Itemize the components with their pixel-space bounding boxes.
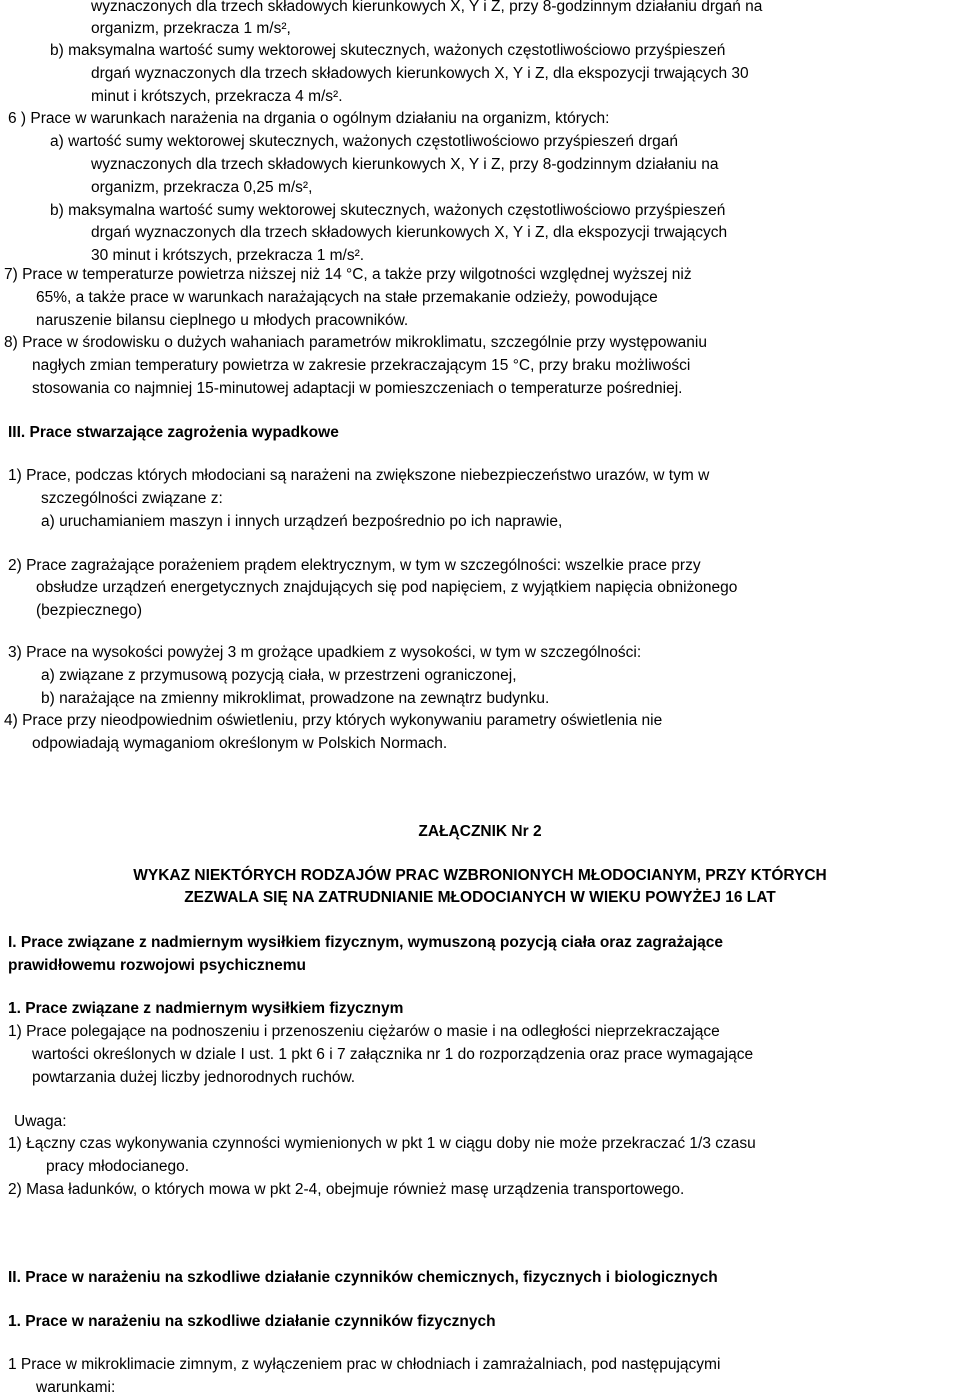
list-item-3: 3) Prace na wysokości powyżej 3 m grożące upadkiem z wysokości, w tym w szczególności: xyxy=(8,644,642,661)
text-line: naruszenie bilansu cieplnego u młodych pracowników. xyxy=(36,312,409,329)
annex-title: ZAŁĄCZNIK Nr 2 xyxy=(418,823,542,840)
list-item-6: 6 ) Prace w warunkach narażenia na drgania o ogólnym działaniu na organizm, których: xyxy=(8,110,610,127)
text-line: organizm, przekracza 0,25 m/s², xyxy=(91,179,313,196)
text-line: stosowania co najmniej 15-minutowej adaptacji w pomieszczeniach o temperaturze pośredniej. xyxy=(32,380,683,397)
note-label: Uwaga: xyxy=(14,1113,67,1130)
section-heading-ii: II. Prace w narażeniu na szkodliwe działanie czynników chemicznych, fizycznych i biologicznych xyxy=(8,1269,718,1286)
list-item-1: 1) Prace, podczas których młodociani są narażeni na zwiększone niebezpieczeństwo urazów, w tym w xyxy=(8,467,710,484)
text-line: wyznaczonych dla trzech składowych kierunkowych X, Y i Z, przy 8-godzinnym działaniu drgań na xyxy=(91,0,763,15)
text-line: szczególności związane z: xyxy=(41,490,223,507)
text-line: drgań wyznaczonych dla trzech składowych kierunkowych X, Y i Z, dla ekspozycji trwających 30 xyxy=(91,65,749,82)
list-item-4: 4) Prace przy nieodpowiednim oświetleniu, przy których wykonywaniu parametry oświetlenia nie xyxy=(4,712,663,729)
text-line: wartości określonych w dziale I ust. 1 pkt 6 i 7 załącznika nr 1 do rozporządzenia oraz prace wymagające xyxy=(32,1046,754,1063)
annex-heading: WYKAZ NIEKTÓRYCH RODZAJÓW PRAC WZBRONIONYCH MŁODOCIANYM, PRZY KTÓRYCH xyxy=(133,867,827,884)
text-line: (bezpiecznego) xyxy=(36,602,142,619)
list-item-b: b) maksymalna wartość sumy wektorowej skutecznych, ważonych częstotliwościowo przyśpieszeń xyxy=(50,42,726,59)
list-item-a: a) wartość sumy wektorowej skutecznych, ważonych częstotliwościowo przyśpieszeń drgań xyxy=(50,133,678,150)
list-item-7: 7) Prace w temperaturze powietrza niższej niż 14 °C, a także przy wilgotności względnej wyższej niż xyxy=(4,266,692,283)
text-line: 30 minut i krótszych, przekracza 1 m/s². xyxy=(91,247,365,264)
text-line: warunkami: xyxy=(36,1379,116,1396)
text-line: drgań wyznaczonych dla trzech składowych kierunkowych X, Y i Z, dla ekspozycji trwających xyxy=(91,224,728,241)
text-line: pracy młodocianego. xyxy=(46,1158,190,1175)
text-line: minut i krótszych, przekracza 4 m/s². xyxy=(91,88,343,105)
list-item-2: 2) Prace zagrażające porażeniem prądem elektrycznym, w tym w szczególności: wszelkie prace przy xyxy=(8,557,701,574)
annex-heading: ZEZWALA SIĘ NA ZATRUDNIANIE MŁODOCIANYCH W WIEKU POWYŻEJ 16 LAT xyxy=(184,889,776,906)
list-item-2: 2) Masa ładunków, o których mowa w pkt 2-4, obejmuje również masę urządzenia transportowego. xyxy=(8,1181,685,1198)
text-line: organizm, przekracza 1 m/s², xyxy=(91,20,291,37)
text-line: wyznaczonych dla trzech składowych kierunkowych X, Y i Z, przy 8-godzinnym działaniu na xyxy=(91,156,719,173)
list-item-a: a) uruchamianiem maszyn i innych urządzeń bezpośrednio po ich naprawie, xyxy=(41,513,563,530)
text-line: odpowiadają wymaganiom określonym w Polskich Normach. xyxy=(32,735,448,752)
list-item-a: a) związane z przymusową pozycją ciała, w przestrzeni ograniczonej, xyxy=(41,667,517,684)
text-line: powtarzania dużej liczby jednorodnych ruchów. xyxy=(32,1069,356,1086)
text-line: obsłudze urządzeń energetycznych znajdujących się pod napięciem, z wyjątkiem napięcia obniżonego xyxy=(36,579,738,596)
list-item-1: 1) Prace polegające na podnoszeniu i przenoszeniu ciężarów o masie i na odległości nieprzekraczające xyxy=(8,1023,720,1040)
list-item-8: 8) Prace w środowisku o dużych wahaniach parametrów mikroklimatu, szczególnie przy występowaniu xyxy=(4,334,707,351)
section-heading-iii: III. Prace stwarzające zagrożenia wypadkowe xyxy=(8,424,339,441)
section-heading-i: I. Prace związane z nadmiernym wysiłkiem fizycznym, wymuszoną pozycją ciała oraz zagrażające xyxy=(8,934,724,951)
subsection-heading: 1. Prace związane z nadmiernym wysiłkiem fizycznym xyxy=(8,1000,404,1017)
section-heading-i: prawidłowemu rozwojowi psychicznemu xyxy=(8,957,306,974)
list-item-1: 1) Łączny czas wykonywania czynności wymienionych w pkt 1 w ciągu doby nie może przekraczać 1/3 czasu xyxy=(8,1135,756,1152)
list-item-1: 1 Prace w mikroklimacie zimnym, z wyłączeniem prac w chłodniach i zamrażalniach, pod następującymi xyxy=(8,1356,721,1373)
list-item-b: b) maksymalna wartość sumy wektorowej skutecznych, ważonych częstotliwościowo przyśpieszeń xyxy=(50,202,726,219)
list-item-b: b) narażające na zmienny mikroklimat, prowadzone na zewnątrz budynku. xyxy=(41,690,550,707)
text-line: nagłych zmian temperatury powietrza w zakresie przekraczającym 15 °C, przy braku możliwości xyxy=(32,357,691,374)
text-line: 65%, a także prace w warunkach narażających na stałe przemakanie odzieży, powodujące xyxy=(36,289,658,306)
subsection-heading: 1. Prace w narażeniu na szkodliwe działanie czynników fizycznych xyxy=(8,1313,496,1330)
